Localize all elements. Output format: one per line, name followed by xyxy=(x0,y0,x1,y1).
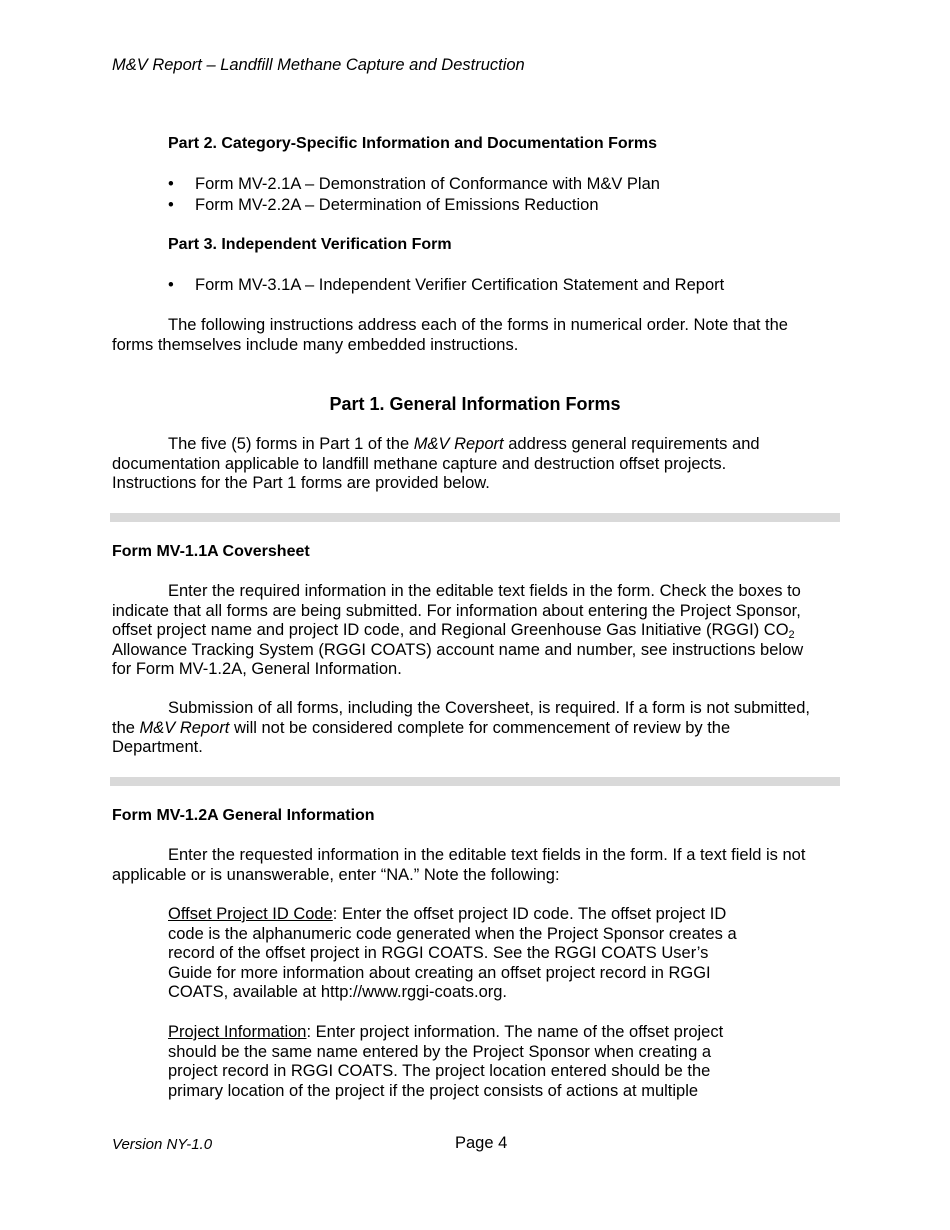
part1-heading: Part 1. General Information Forms xyxy=(329,394,621,414)
text-line xyxy=(168,905,768,925)
section-divider xyxy=(110,513,840,522)
general-info-paragraph xyxy=(112,846,842,885)
subscript: 2 xyxy=(788,629,795,642)
text-line xyxy=(112,621,842,641)
part2-heading: Part 2. Category-Specific Information and Documentation Forms xyxy=(168,135,657,152)
text-line: The following instructions address each of the forms in numerical order. Note that the xyxy=(168,316,788,334)
page-number: Page 4 xyxy=(455,1134,508,1152)
text-line xyxy=(168,1023,768,1043)
text-run: offset project name and project ID code, and Regional Greenhouse Gas Initiative (RGGI) CO xyxy=(112,621,789,640)
text-line: Submission of all forms, including the Coversheet, is required. If a form is not submitted, xyxy=(168,699,810,717)
text-line xyxy=(112,719,842,739)
list-item xyxy=(168,196,599,215)
text-line: Enter the requested information in the editable text fields in the form. If a text field is not xyxy=(168,846,806,864)
bullet-icon: • xyxy=(168,276,174,294)
list-item-text: Form MV-2.1A – Demonstration of Conformance with M&V Plan xyxy=(195,175,660,193)
list-item-text: Form MV-3.1A – Independent Verifier Certification Statement and Report xyxy=(195,276,725,294)
note-label: Project Information xyxy=(168,1023,307,1041)
running-header: M&V Report – Landfill Methane Capture and Destruction xyxy=(112,56,525,74)
text-line: for Form MV-1.2A, General Information. xyxy=(112,660,402,679)
text-line: project record in RGGI COATS. The project location entered should be the xyxy=(168,1062,711,1081)
intro-paragraph xyxy=(112,316,842,355)
text-line: record of the offset project in RGGI COATS. See the RGGI COATS User’s xyxy=(168,944,709,963)
form-mv-1-2a-heading: Form MV-1.2A General Information xyxy=(112,807,375,824)
text-line: COATS, available at http://www.rggi-coats.org. xyxy=(168,983,507,1002)
list-item xyxy=(168,175,660,194)
text-line: Instructions for the Part 1 forms are provided below. xyxy=(112,474,490,493)
text-line: code is the alphanumeric code generated when the Project Sponsor creates a xyxy=(168,924,737,943)
project-information-note xyxy=(168,1023,768,1101)
text-run: will not be considered complete for commencement of review by the xyxy=(229,718,731,737)
text-run: address general requirements and xyxy=(503,435,760,453)
text-run: the xyxy=(112,718,140,737)
report-title: M&V Report xyxy=(413,435,504,453)
text-line: Department. xyxy=(112,738,203,757)
text-line: forms themselves include many embedded instructions. xyxy=(112,335,519,354)
form-mv-1-1a-heading: Form MV-1.1A Coversheet xyxy=(112,543,310,560)
text-run: The five (5) forms in Part 1 of the xyxy=(168,435,414,453)
note-label: Offset Project ID Code xyxy=(168,905,333,923)
text-line: applicable or is unanswerable, enter “NA.” Note the following: xyxy=(112,865,560,884)
bullet-icon: • xyxy=(168,175,174,193)
version-label: Version NY-1.0 xyxy=(112,1136,213,1153)
list-item xyxy=(168,276,725,295)
text-line: primary location of the project if the project consists of actions at multiple xyxy=(168,1081,699,1100)
text-line: indicate that all forms are being submitted. For information about entering the Project Sponsor, xyxy=(112,601,801,620)
coversheet-paragraph-1 xyxy=(112,582,842,680)
part1-paragraph xyxy=(112,435,842,494)
text-line: Guide for more information about creating an offset project record in RGGI xyxy=(168,963,711,982)
text-line: documentation applicable to landfill methane capture and destruction offset projects. xyxy=(112,454,727,473)
part3-heading: Part 3. Independent Verification Form xyxy=(168,236,452,253)
text-run: : Enter the offset project ID code. The offset project ID xyxy=(332,905,727,923)
text-line xyxy=(112,435,842,455)
coversheet-paragraph-2 xyxy=(112,699,842,758)
text-line: should be the same name entered by the Project Sponsor when creating a xyxy=(168,1042,712,1061)
offset-project-id-note xyxy=(168,905,768,1003)
section-divider xyxy=(110,777,840,786)
bullet-icon: • xyxy=(168,196,174,214)
report-title: M&V Report xyxy=(139,718,230,737)
list-item-text: Form MV-2.2A – Determination of Emissions Reduction xyxy=(195,196,599,214)
text-line: Allowance Tracking System (RGGI COATS) account name and number, see instructions below xyxy=(112,640,804,659)
text-line: Enter the required information in the editable text fields in the form. Check the boxes to xyxy=(168,582,801,600)
text-run: : Enter project information. The name of the offset project xyxy=(306,1023,724,1041)
